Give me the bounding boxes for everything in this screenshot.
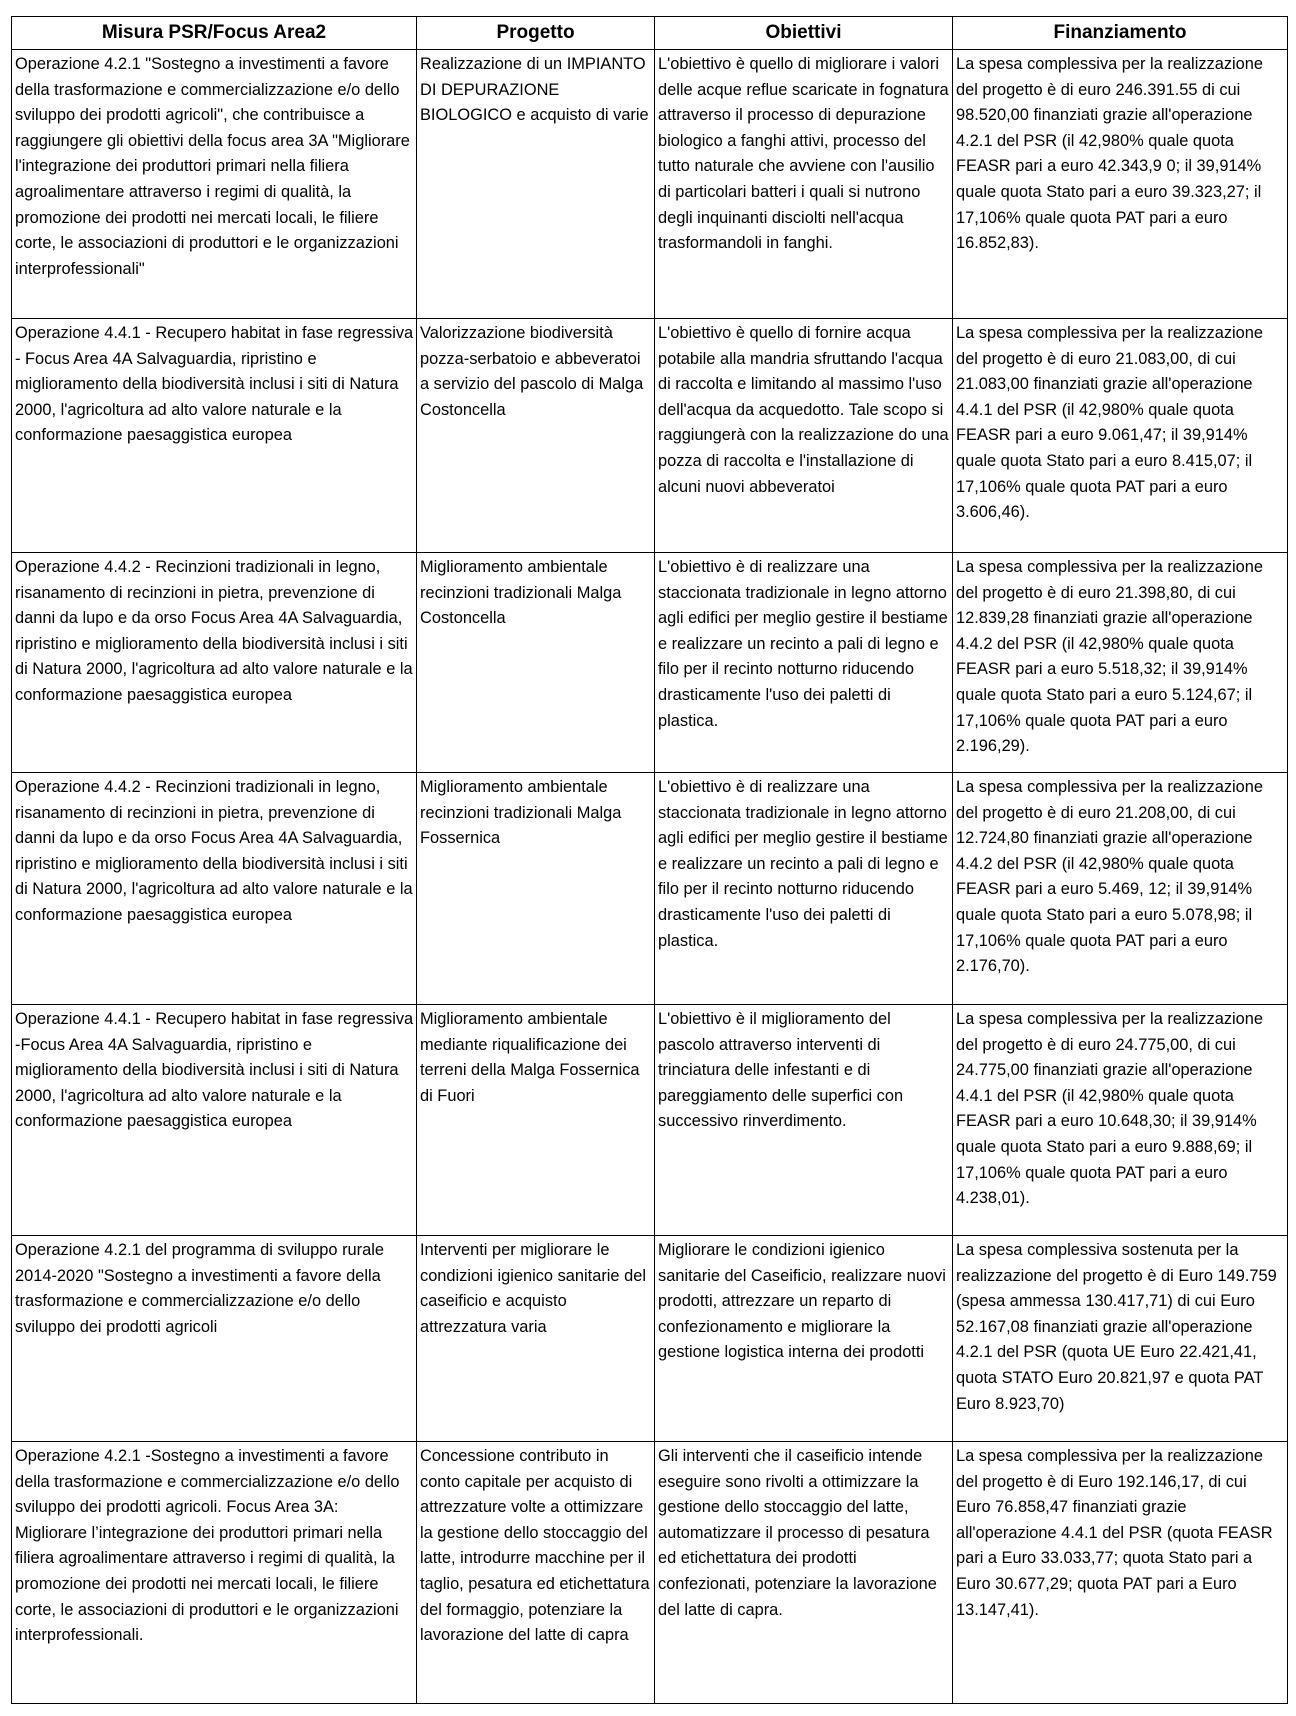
- table-row: [12, 773, 1288, 1005]
- table-row: [12, 1442, 1288, 1704]
- table-row: [12, 319, 1288, 553]
- table-row: [12, 50, 1288, 319]
- cell-obiettivi: L'obiettivo è quello di migliorare i valori delle acque reflue scaricate in fognatura attraverso il processo di depurazione biologico a fanghi attivi, processo del tutto naturale che avviene con l'ausilio di particolari batteri i quali si nutrono degli inquinanti disciolti nell'acqua trasformandoli in fanghi.: [655, 50, 953, 319]
- cell-finanziamento: La spesa complessiva per la realizzazione del progetto è di euro 21.208,00, di cui 12.724,80 finanziati grazie all'operazione 4.4.2 del PSR (il 42,980% quale quota FEASR pari a euro 5.469, 12; il 39,914% quale quota Stato pari a euro 5.078,98; il 17,106% quale quota PAT pari a euro 2.176,70).: [953, 773, 1288, 1005]
- header-misura: Misura PSR/Focus Area2: [12, 17, 417, 50]
- table-header-row: [12, 17, 1288, 50]
- cell-obiettivi: L'obiettivo è di realizzare una staccionata tradizionale in legno attorno agli edifici per meglio gestire il bestiame e realizzare un recinto a pali di legno e filo per il recinto notturno riducendo drasticamente l'uso dei paletti di plastica.: [655, 553, 953, 773]
- cell-obiettivi: Migliorare le condizioni igienico sanitarie del Caseificio, realizzare nuovi prodotti, attrezzare un reparto di confezionamento e migliorare la gestione logistica interna dei prodotti: [655, 1236, 953, 1442]
- cell-obiettivi: L'obiettivo è quello di fornire acqua potabile alla mandria sfruttando l'acqua di raccolta e limitando al massimo l'uso dell'acqua da acquedotto. Tale scopo si raggiungerà con la realizzazione do una pozza di raccolta e l'installazione di alcuni nuovi abbeveratoi: [655, 319, 953, 553]
- cell-progetto: Miglioramento ambientale recinzioni tradizionali Malga Costoncella: [417, 553, 655, 773]
- header-finanziamento: Finanziamento: [953, 17, 1288, 50]
- header-progetto: Progetto: [417, 17, 655, 50]
- cell-progetto: Interventi per migliorare le condizioni igienico sanitarie del caseificio e acquisto attrezzatura varia: [417, 1236, 655, 1442]
- cell-misura: Operazione 4.4.1 - Recupero habitat in fase regressiva -Focus Area 4A Salvaguardia, ripristino e miglioramento della biodiversità inclusi i siti di Natura 2000, l'agricoltura ad alto valore naturale e la conformazione paesaggistica europea: [12, 1005, 417, 1236]
- cell-progetto: Realizzazione di un IMPIANTO DI DEPURAZIONE BIOLOGICO e acquisto di varie: [417, 50, 655, 319]
- cell-obiettivi: L'obiettivo è di realizzare una staccionata tradizionale in legno attorno agli edifici per meglio gestire il bestiame e realizzare un recinto a pali di legno e filo per il recinto notturno riducendo drasticamente l'uso dei paletti di plastica.: [655, 773, 953, 1005]
- cell-misura: Operazione 4.4.1 - Recupero habitat in fase regressiva - Focus Area 4A Salvaguardia, ripristino e miglioramento della biodiversità inclusi i siti di Natura 2000, l'agricoltura ad alto valore naturale e la conformazione paesaggistica europea: [12, 319, 417, 553]
- cell-finanziamento: La spesa complessiva per la realizzazione del progetto è di euro 21.398,80, di cui 12.839,28 finanziati grazie all'operazione 4.4.2 del PSR (il 42,980% quale quota FEASR pari a euro 5.518,32; il 39,914% quale quota Stato pari a euro 5.124,67; il 17,106% quale quota PAT pari a euro 2.196,29).: [953, 553, 1288, 773]
- header-obiettivi: Obiettivi: [655, 17, 953, 50]
- financing-table: [11, 16, 1288, 1704]
- cell-obiettivi: Gli interventi che il caseificio intende eseguire sono rivolti a ottimizzare la gestione dello stoccaggio del latte, automatizzare il processo di pesatura ed etichettatura dei prodotti confezionati, potenziare la lavorazione del latte di capra.: [655, 1442, 953, 1704]
- cell-finanziamento: La spesa complessiva per la realizzazione del progetto è di euro 21.083,00, di cui 21.083,00 finanziati grazie all'operazione 4.4.1 del PSR (il 42,980% quale quota FEASR pari a euro 9.061,47; il 39,914% quale quota Stato pari a euro 8.415,07; il 17,106% quale quota PAT pari a euro 3.606,46).: [953, 319, 1288, 553]
- cell-misura: Operazione 4.2.1 del programma di sviluppo rurale 2014-2020 "Sostegno a investimenti a favore della trasformazione e commercializzazione e/o dello sviluppo dei prodotti agricoli: [12, 1236, 417, 1442]
- cell-misura: Operazione 4.4.2 - Recinzioni tradizionali in legno, risanamento di recinzioni in pietra, prevenzione di danni da lupo e da orso Focus Area 4A Salvaguardia, ripristino e miglioramento della biodiversità inclusi i siti di Natura 2000, l'agricoltura ad alto valore naturale e la conformazione paesaggistica europea: [12, 553, 417, 773]
- cell-misura: Operazione 4.2.1 -Sostegno a investimenti a favore della trasformazione e commercializzazione e/o dello sviluppo dei prodotti agricoli. Focus Area 3A: Migliorare l’integrazione dei produttori primari nella filiera agroalimentare attraverso i regimi di qualità, la promozione dei prodotti nei mercati locali, le filiere corte, le associazioni di produttori e le organizzazioni interprofessionali.: [12, 1442, 417, 1704]
- table-row: [12, 1005, 1288, 1236]
- table-row: [12, 1236, 1288, 1442]
- cell-finanziamento: La spesa complessiva per la realizzazione del progetto è di euro 24.775,00, di cui 24.775,00 finanziati grazie all'operazione 4.4.1 del PSR (il 42,980% quale quota FEASR pari a euro 10.648,30; il 39,914% quale quota Stato pari a euro 9.888,69; il 17,106% quale quota PAT pari a euro 4.238,01).: [953, 1005, 1288, 1236]
- cell-finanziamento: La spesa complessiva sostenuta per la realizzazione del progetto è di Euro 149.759 (spesa ammessa 130.417,71) di cui Euro 52.167,08 finanziati grazie all'operazione 4.2.1 del PSR (quota UE Euro 22.421,41, quota STATO Euro 20.821,97 e quota PAT Euro 8.923,70): [953, 1236, 1288, 1442]
- cell-misura: Operazione 4.2.1 "Sostegno a investimenti a favore della trasformazione e commercializzazione e/o dello sviluppo dei prodotti agricoli", che contribuisce a raggiungere gli obiettivi della focus area 3A "Migliorare l'integrazione dei produttori primari nella filiera agroalimentare attraverso i regimi di qualità, la promozione dei prodotti nei mercati locali, le filiere corte, le associazioni di produttori e le organizzazioni interprofessionali": [12, 50, 417, 319]
- cell-progetto: Concessione contributo in conto capitale per acquisto di attrezzature volte a ottimizzare la gestione dello stoccaggio del latte, introdurre macchine per il taglio, pesatura ed etichettatura del formaggio, potenziare la lavorazione del latte di capra: [417, 1442, 655, 1704]
- document-page: [11, 16, 1287, 1704]
- cell-finanziamento: La spesa complessiva per la realizzazione del progetto è di euro 246.391.55 di cui 98.520,00 finanziati grazie all'operazione 4.2.1 del PSR (il 42,980% quale quota FEASR pari a euro 42.343,9 0; il 39,914% quale quota Stato pari a euro 39.323,27; il 17,106% quale quota PAT pari a euro 16.852,83).: [953, 50, 1288, 319]
- cell-finanziamento: La spesa complessiva per la realizzazione del progetto è di Euro 192.146,17, di cui Euro 76.858,47 finanziati grazie all'operazione 4.4.1 del PSR (quota FEASR pari a Euro 33.033,77; quota Stato pari a Euro 30.677,29; quota PAT pari a Euro 13.147,41).: [953, 1442, 1288, 1704]
- cell-progetto: Miglioramento ambientale mediante riqualificazione dei terreni della Malga Fossernica di Fuori: [417, 1005, 655, 1236]
- cell-misura: Operazione 4.4.2 - Recinzioni tradizionali in legno, risanamento di recinzioni in pietra, prevenzione di danni da lupo e da orso Focus Area 4A Salvaguardia, ripristino e miglioramento della biodiversità inclusi i siti di Natura 2000, l'agricoltura ad alto valore naturale e la conformazione paesaggistica europea: [12, 773, 417, 1005]
- cell-obiettivi: L'obiettivo è il miglioramento del pascolo attraverso interventi di trinciatura delle infestanti e di pareggiamento delle superfici con successivo rinverdimento.: [655, 1005, 953, 1236]
- cell-progetto: Miglioramento ambientale recinzioni tradizionali Malga Fossernica: [417, 773, 655, 1005]
- table-row: [12, 553, 1288, 773]
- cell-progetto: Valorizzazione biodiversità pozza-serbatoio e abbeveratoi a servizio del pascolo di Malga Costoncella: [417, 319, 655, 553]
